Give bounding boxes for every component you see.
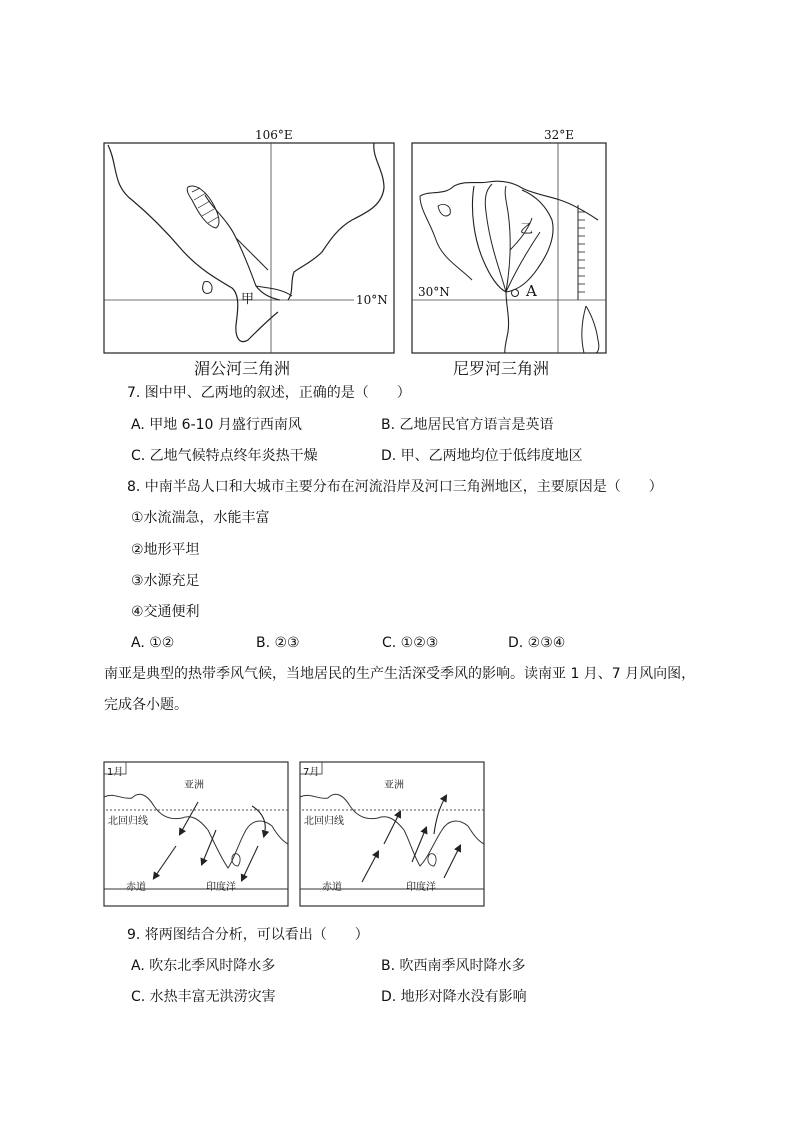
wind-jul-ocean-label: 印度洋 — [406, 882, 436, 893]
question-7-option-b[interactable]: B. 乙地居民官方语言是英语 — [381, 417, 554, 433]
question-8-option-b[interactable]: B. ②③ — [256, 635, 300, 651]
wind-jul-continent-label: 亚洲 — [384, 780, 404, 791]
map1-place-jia: 甲 — [241, 292, 255, 307]
wind-jan-month-label: 1月 — [107, 767, 124, 778]
question-9-option-d[interactable]: D. 地形对降水没有影响 — [381, 989, 527, 1005]
wind-jan-continent-label: 亚洲 — [184, 780, 204, 791]
question-8-item-2: ②地形平坦 — [131, 542, 200, 558]
wind-jul-tropic-label: 北回归线 — [304, 816, 344, 827]
map1-latitude-label: 10°N — [356, 293, 388, 307]
map2-point-a: A — [526, 282, 537, 300]
wind-jul-equator-label: 赤道 — [322, 882, 342, 893]
question-8-stem: 8. 中南半岛人口和大城市主要分布在河流沿岸及河口三角洲地区，主要原因是（ ） — [127, 479, 663, 495]
map2-longitude-label: 32°E — [544, 128, 575, 142]
question-8-option-d[interactable]: D. ②③④ — [508, 635, 566, 651]
map1-caption: 湄公河三角洲 — [194, 359, 291, 378]
wind-jan-tropic-label: 北回归线 — [108, 816, 148, 827]
question-8-item-4: ④交通便利 — [131, 604, 200, 620]
map2-caption: 尼罗河三角洲 — [453, 359, 550, 378]
wind-jan-ocean-label: 印度洋 — [206, 882, 236, 893]
map2-place-yi: 乙 — [520, 222, 534, 237]
wind-jul-month-label: 7月 — [303, 767, 320, 778]
question-8-option-a[interactable]: A. ①② — [131, 635, 175, 651]
question-7-option-c[interactable]: C. 乙地气候特点终年炎热干燥 — [131, 448, 318, 464]
map1-longitude-label: 106°E — [255, 128, 293, 142]
question-8-option-c[interactable]: C. ①②③ — [382, 635, 439, 651]
question-9-option-b[interactable]: B. 吹西南季风时降水多 — [381, 958, 526, 974]
question-9-option-c[interactable]: C. 水热丰富无洪涝灾害 — [131, 989, 276, 1005]
intro-line-2: 完成各小题。 — [104, 697, 188, 713]
question-8-item-3: ③水源充足 — [131, 573, 200, 589]
question-8-item-1: ①水流湍急，水能丰富 — [131, 510, 270, 526]
question-9-option-a[interactable]: A. 吹东北季风时降水多 — [131, 958, 276, 974]
wind-jan-equator-label: 赤道 — [126, 882, 146, 893]
question-7-option-d[interactable]: D. 甲、乙两地均位于低纬度地区 — [381, 448, 583, 464]
question-7-stem: 7. 图中甲、乙两地的叙述，正确的是（ ） — [127, 385, 411, 401]
question-7-option-a[interactable]: A. 甲地 6-10 月盛行西南风 — [131, 417, 302, 433]
intro-line-1: 南亚是典型的热带季风气候，当地居民的生产生活深受季风的影响。读南亚 1 月、7 月风向图， — [104, 666, 696, 682]
map2-latitude-label: 30°N — [418, 285, 450, 299]
question-9-stem: 9. 将两图结合分析，可以看出（ ） — [127, 927, 369, 943]
